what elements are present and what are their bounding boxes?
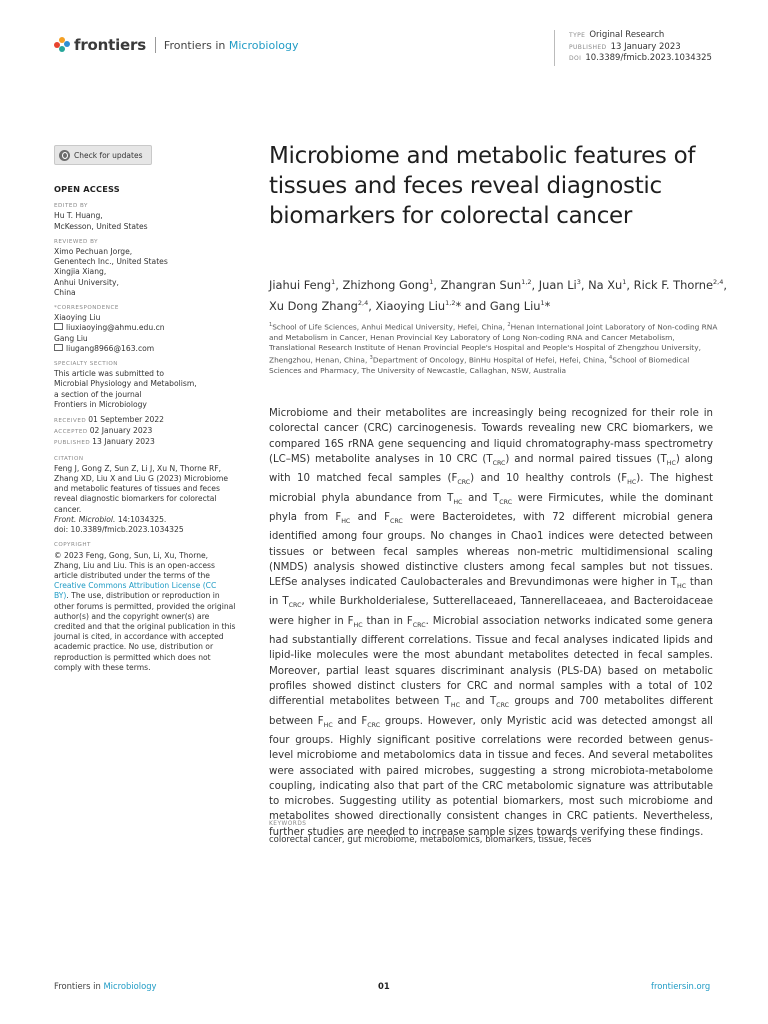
author-name: Gang Liu bbox=[489, 298, 541, 313]
header-divider bbox=[155, 37, 156, 53]
keywords: colorectal cancer, gut microbiome, metabolomics, biomarkers, tissue, feces bbox=[269, 835, 592, 845]
corresponding-author: Xiaoying Liu bbox=[54, 313, 101, 323]
edited-by-label: EDITED BY bbox=[54, 203, 88, 210]
copyright-line: author(s) and the copyright owner(s) are bbox=[54, 611, 210, 621]
author-name: Xu Dong Zhang bbox=[269, 298, 358, 313]
specialty-section-label: SPECIALTY SECTION bbox=[54, 361, 118, 368]
author-affiliation-number: 1 bbox=[622, 278, 627, 286]
author-name: Xiaoying Liu bbox=[375, 298, 446, 313]
frontiers-logo[interactable] bbox=[54, 36, 299, 54]
check-for-updates-button[interactable] bbox=[54, 145, 152, 165]
copyright-label: COPYRIGHT bbox=[54, 542, 91, 549]
citation-line: cancer. bbox=[54, 504, 82, 514]
license-link[interactable]: Creative Commons Attribution License (CC bbox=[54, 581, 217, 591]
article-type: Original Research bbox=[589, 30, 665, 40]
corresponding-author: Gang Liu bbox=[54, 333, 88, 343]
author-name: Zhizhong Gong bbox=[342, 277, 430, 292]
citation-journal-line: Front. Microbiol. 14:1034325. bbox=[54, 514, 167, 524]
author-affiliation-number: 1 bbox=[540, 298, 545, 307]
copyright-line: credited and that the original publication in this bbox=[54, 621, 236, 631]
citation-line: Feng J, Gong Z, Sun Z, Li J, Xu N, Thorne RF, bbox=[54, 463, 222, 473]
reviewed-by-label: REVIEWED BY bbox=[54, 238, 99, 245]
affiliations: $^1$School of Life Sciences, Anhui Medical University, Hefei, China, $^2$Henan International Joint Laboratory of Non-coding RNA and Metabolism in Cancer, Henan Provincial Key Laboratory of Long Non-coding RNA and Cancer Metabolism, Translational Research Institute of Henan Provincial People's Hospital and People's Hospital of Zhengzhou University, Zhengzhou, Henan, China, $^3$Department of Oncology, BinHu Hospital of Hefei, Hefei, China, $^4$School of Biomedical Sciences and Pharmacy, The University of Newcastle, Callaghan, NSW, Australia bbox=[269, 322, 718, 376]
doi-label: DOI bbox=[569, 55, 582, 62]
published-line: PUBLISHED 13 January 2023 bbox=[54, 437, 155, 447]
reviewer-line: China bbox=[54, 287, 76, 297]
specialty-line: a section of the journal bbox=[54, 389, 142, 399]
journal-name: Frontiers in Microbiology bbox=[163, 38, 299, 52]
corresponding-email[interactable]: liuxiaoying@ahmu.edu.cn bbox=[66, 323, 165, 333]
citation-doi[interactable]: doi: 10.3389/fmicb.2023.1034325 bbox=[54, 525, 184, 535]
author-affiliation-number: 1 bbox=[429, 278, 434, 286]
reviewer-line: Genentech Inc., United States bbox=[54, 257, 168, 267]
frontiers-logo-icon bbox=[54, 37, 70, 53]
email-line bbox=[54, 344, 254, 354]
specialty-line: Microbial Physiology and Metabolism, bbox=[54, 379, 197, 389]
license-link-line bbox=[54, 581, 254, 591]
citation-line: Zhang XD, Liu X and Liu G (2023) Microbiome bbox=[54, 474, 229, 484]
copyright-line: reproduction is permitted which does not bbox=[54, 652, 211, 662]
author-name: Zhangran Sun bbox=[440, 277, 522, 292]
open-access-label: OPEN ACCESS bbox=[54, 184, 120, 194]
copyright-line: BY). The use, distribution or reproduction in bbox=[54, 591, 220, 601]
copyright-line: academic practice. No use, distribution or bbox=[54, 642, 214, 652]
author-affiliation-number: 2,4 bbox=[713, 278, 724, 286]
accepted-line: ACCEPTED 02 January 2023 bbox=[54, 426, 153, 436]
citation-line: reveal diagnostic biomarkers for colorectal bbox=[54, 494, 217, 504]
page-number: 01 bbox=[378, 981, 390, 991]
author-name: Rick F. Thorne bbox=[633, 277, 714, 292]
author-list: Jiahui Feng$^1$, Zhizhong Gong$^1$, Zhangran Sun$^{1,2}$, Juan Li$^3$, Na Xu$^1$, Rick F. Thorne$^{2,4}$, Xu Dong Zhang$^{2,4}$, Xiaoying Liu$^{1,2}$* and Gang Liu$^1$* bbox=[269, 277, 728, 313]
copyright-line: article distributed under the terms of the bbox=[54, 570, 210, 580]
sidebar bbox=[54, 184, 254, 673]
doi[interactable]: 10.3389/fmicb.2023.1034325 bbox=[585, 53, 712, 63]
author-name: Na Xu bbox=[588, 277, 623, 292]
editor-line: Hu T. Huang, bbox=[54, 211, 103, 221]
mail-icon bbox=[54, 323, 63, 330]
email-line bbox=[54, 323, 254, 333]
specialty-line: Frontiers in Microbiology bbox=[54, 399, 147, 409]
author-affiliation-number: 1,2 bbox=[445, 298, 456, 307]
received-line: RECEIVED 01 September 2022 bbox=[54, 415, 164, 425]
abstract: Microbiome and their metabolites are increasingly being recognized for their role in colorectal cancer (CRC) carcinogenesis. Towards revealing new CRC biomarkers, we compared 16S rRNA gene sequencing and liquid chromatography-mass spectrometry (LC–MS) metabolite analyses in 10 CRC $(T_{CRC})$ and normal paired tissues $(T_{HC})$ along with 10 matched fecal samples $(F_{CRC})$ and 10 healthy controls $(F_{HC})$. The highest microbial phyla abundance from $T_{HC}$ and $T_{CRC}$ were Firmicutes, while the dominant phyla from $F_{HC}$ and $F_{CRC}$ were Bacteroidetes, with 72 different microbial genera identified among four groups. No changes in Chao1 indices were detected between tissues or between fecal samples whereas non-metric multidimensional scaling (NMDS) analysis showed distinctive clusters among fecal samples but not tissues. LEfSe analyses indicated Caulobacterales and Brevundimonas were higher in $T_{HC}$ than in $T_{CRC}$, while Burkholderialese, Sutterellaceaed, Tannerellaceaea, and Bacteroidaceae were higher in $F_{HC}$ than in $F_{CRC}$. Microbial association networks indicated some genera had substantially different correlations. Tissue and fecal analyses indicated lipids and lipid-like molecules were the most abundant metabolites detected in fecal samples. Moreover, partial least squares discriminant analysis (PLS-DA) based on metabolic profiles showed distinct clusters for CRC and normal samples with a total of 102 differential metabolites between $T_{HC}$ and $T_{CRC}$ groups and 700 metabolites different between $F_{HC}$ and $F_{CRC}$ groups. However, only Myristic acid was detected amongst all four groups. Highly significant positive correlations were recorded between genus-level microbiome and metabolomics data in tissue and feces. And several metabolites were associated with paired microbes, suggesting a strong microbiota-metabolome coupling, indicating also that part of the CRC metabolomic signature was attributable to microbes. Suggesting utility as potential biomarkers, most such microbiome and metabolites showed directionally consistent changes in CRC patients. Nevertheless, further studies are needed to increase sample sizes towards verifying these findings. bbox=[269, 408, 714, 838]
brand-name: frontiers bbox=[74, 36, 146, 54]
mail-icon bbox=[54, 344, 63, 351]
footer-site-link[interactable]: frontiersin.org bbox=[651, 981, 711, 991]
reviewer-line: Anhui University, bbox=[54, 277, 119, 287]
published-label: PUBLISHED bbox=[569, 43, 607, 51]
author-name: Juan Li bbox=[538, 277, 577, 292]
keywords-label: KEYWORDS bbox=[269, 821, 307, 827]
article-title: Microbiome and metabolic features of tissues and feces reveal diagnostic biomarkers for colorectal cancer bbox=[269, 143, 696, 229]
copyright-line: other forums is permitted, provided the original bbox=[54, 601, 236, 611]
author-affiliation-number: 1 bbox=[331, 278, 336, 286]
author-affiliation-number: 3 bbox=[576, 278, 581, 286]
copyright-line: comply with these terms. bbox=[54, 662, 151, 672]
type-label: TYPE bbox=[569, 32, 586, 39]
author-affiliation-number: 2,4 bbox=[357, 298, 369, 307]
corresponding-email[interactable]: liugang8966@163.com bbox=[66, 343, 155, 353]
reviewer-line: Xingjia Xiang, bbox=[54, 267, 107, 277]
footer-journal: Frontiers in Microbiology bbox=[54, 981, 157, 991]
citation-line: and metabolic features of tissues and feces bbox=[54, 484, 220, 494]
editor-line: McKesson, United States bbox=[54, 221, 148, 231]
correspondence-label: *CORRESPONDENCE bbox=[54, 305, 119, 312]
check-for-updates-label: Check for updates bbox=[74, 150, 143, 160]
specialty-line: This article was submitted to bbox=[54, 369, 164, 379]
article-meta bbox=[554, 30, 712, 66]
publish-date: 13 January 2023 bbox=[610, 41, 681, 52]
copyright-line: © 2023 Feng, Gong, Sun, Li, Xu, Thorne, bbox=[54, 550, 209, 560]
license-link-cont[interactable]: BY) bbox=[54, 591, 67, 601]
reviewer-line: Ximo Pechuan Jorge, bbox=[54, 247, 133, 257]
author-affiliation-number: 1,2 bbox=[521, 278, 532, 286]
update-icon bbox=[59, 150, 70, 161]
citation-label: CITATION bbox=[54, 455, 84, 462]
copyright-line: Zhang, Liu and Liu. This is an open-access bbox=[54, 560, 215, 570]
author-name: Jiahui Feng bbox=[269, 277, 332, 292]
copyright-line: journal is cited, in accordance with accepted bbox=[54, 632, 224, 642]
